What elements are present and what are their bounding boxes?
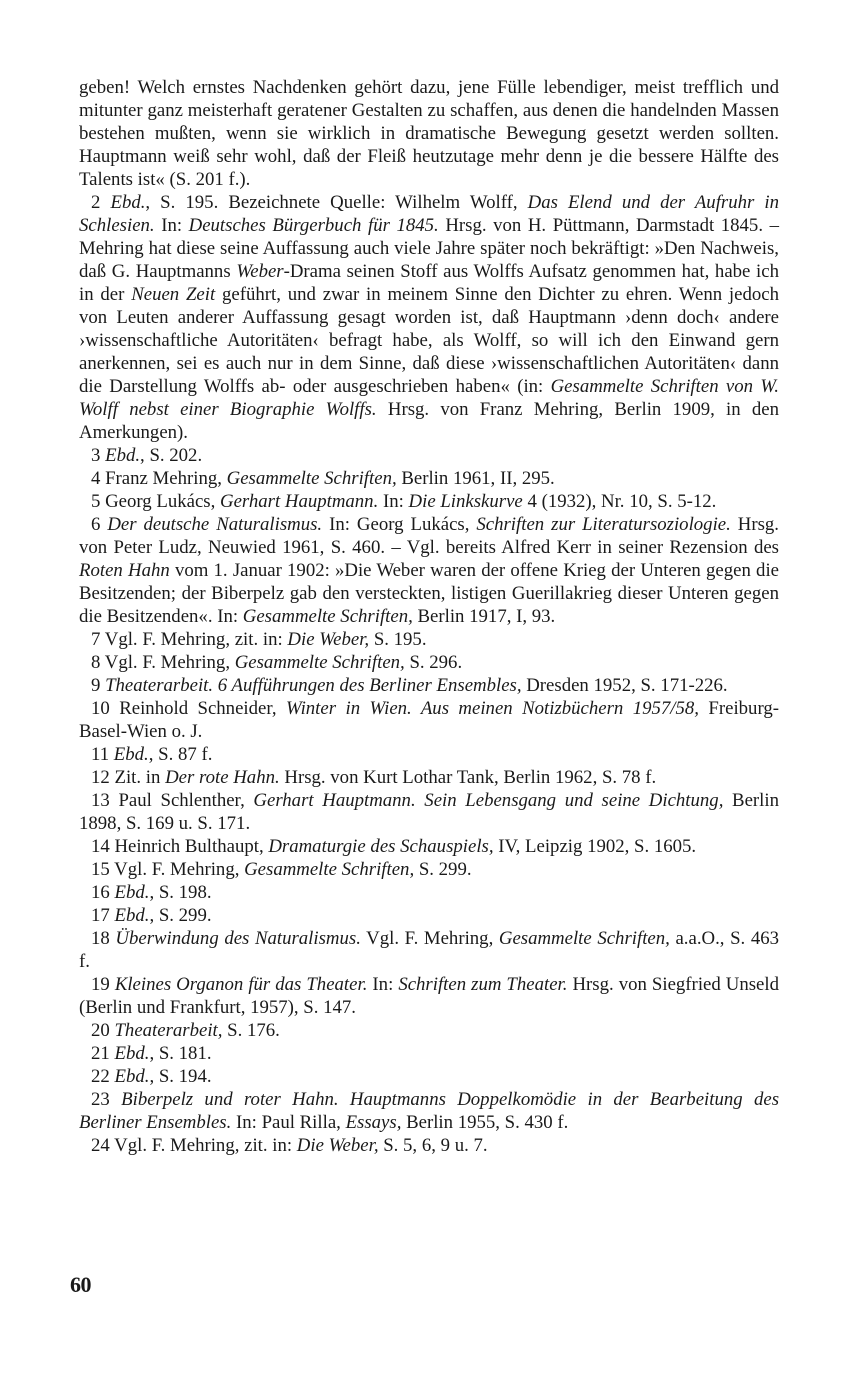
endnote-number: 10 [91,698,110,719]
endnote-text: a.a.O., S. 463 f. [79,928,780,972]
endnote-text: Hrsg. von Peter Ludz, Neuwied 1961, S. 460. – Vgl. bereits Alfred Kerr in seiner Rezension des [79,514,779,558]
endnote-19 [79,973,779,1019]
endnote-number: 16 [91,882,110,903]
endnote-title: Gesammelte Schriften, [242,606,413,627]
endnote-title: Der rote Hahn. [165,767,280,788]
endnote-9 [79,674,779,697]
endnote-number: 14 [91,836,110,857]
endnote-title: Die Weber, [287,629,370,650]
endnote-23 [79,1088,779,1134]
endnote-text: Vgl. F. Mehring, zit. in: [114,1135,297,1156]
endnote-text: , S. 181. [149,1043,212,1064]
endnote-title: Ebd. [114,882,150,903]
endnote-20 [79,1019,779,1042]
endnote-title: Ebd. [114,1066,150,1087]
endnote-text: S. 195. [369,629,427,650]
endnote-number: 19 [91,974,110,995]
endnote-title: Gesammelte Schriften, [234,652,405,673]
endnote-number: 21 [91,1043,110,1064]
endnote-title: Gesammelte Schriften, [244,859,415,880]
endnote-22 [79,1065,779,1088]
endnote-11 [79,743,779,766]
endnote-5 [79,490,779,513]
endnote-title: Winter in Wien. Aus meinen Notizbüchern 1957/58, [285,698,699,719]
endnote-text: In: Paul Rilla, [231,1112,346,1133]
endnote-text: , S. 299. [149,905,212,926]
endnote-18 [79,927,779,973]
endnote-text: Vgl. F. Mehring, [114,859,245,880]
endnote-title: Theaterarbeit. 6 Aufführungen des Berliner Ensembles, [105,675,522,696]
endnote-number: 6 [91,514,101,535]
endnote-title: Ebd. [105,445,141,466]
endnote-number: 20 [91,1020,110,1041]
endnote-title: Ebd. [113,744,149,765]
endnote-number: 7 [91,629,101,650]
endnote-number: 9 [91,675,101,696]
endnote-text: Paul Schlenther, [118,790,254,811]
endnote-14 [79,835,779,858]
endnote-text: Heinrich Bulthaupt, [114,836,269,857]
endnote-text: Vgl. F. Mehring, [104,652,235,673]
endnote-8 [79,651,779,674]
endnote-12 [79,766,779,789]
endnote-text: In: [154,215,189,236]
endnote-text: -Drama seinen Stoff aus Wolffs Aufsatz genommen hat, habe ich in der [79,261,779,305]
endnote-text: In: [367,974,399,995]
endnote-title: Die Weber, [296,1135,379,1156]
endnote-text: vom 1. Januar 1902: »Die Weber waren der offene Krieg der Unteren gegen die Besitzenden; der Biberpelz gab den versteckten, listigen Guerillakrieg dieser Unteren gegen die Besitzenden«. In: [79,560,779,627]
endnote-text: S. 296. [404,652,463,673]
endnote-17 [79,904,779,927]
endnote-text: Hrsg. von Kurt Lothar Tank, Berlin 1962, S. 78 f. [279,767,657,788]
endnote-title: Gerhart Hauptmann. [220,491,379,512]
endnote-24 [79,1134,779,1157]
endnote-10 [79,697,779,743]
endnote-text: Berlin 1917, I, 93. [412,606,556,627]
endnote-title: Schriften zum Theater. [398,974,568,995]
endnote-text: Reinhold Schneider, [119,698,286,719]
endnote-16 [79,881,779,904]
endnote-title: Ebd. [114,905,150,926]
endnote-text: Zit. in [114,767,166,788]
endnote-title: Theaterarbeit, [114,1020,223,1041]
endnote-title: Die Linkskurve [408,491,523,512]
endnote-text: Hrsg. von Franz Mehring, Berlin 1909, in den Amerkungen). [79,399,779,443]
endnote-text: S. 5, 6, 9 u. 7. [378,1135,488,1156]
endnote-text: Vgl. F. Mehring, [360,928,499,949]
endnote-number: 22 [91,1066,110,1087]
continued-note-text: geben! Welch ernstes Nachdenken gehört dazu, jene Fülle lebendiger, meist trefflich und mitunter ganz meisterhaft geratener Gestalten zu schaffen, aus denen die handelnden Massen bestehen mußten, wenn sie wirklich in dramatische Bewegung gesetzt werden sollten. Hauptmann weiß sehr wohl, daß der Fleiß heutzutage mehr denn je die bessere Hälfte des Talents ist« (S. 201 f.). [79,77,779,190]
endnote-3 [79,444,779,467]
endnote-title: Kleines Organon für das Theater. [114,974,368,995]
endnote-7 [79,628,779,651]
endnote-title: Gesammelte Schriften, [226,468,397,489]
endnote-text: Dresden 1952, S. 171-226. [521,675,728,696]
endnote-number: 2 [91,192,101,213]
endnote-title: Gesammelte Schriften von W. Wolff nebst einer Biographie Wolffs. [79,376,779,420]
endnote-text: Berlin 1955, S. 430 f. [401,1112,569,1133]
endnote-title: Gerhart Hauptmann. Sein Lebensgang und seine Dichtung, [253,790,724,811]
endnote-text: Freiburg-Basel-Wien o. J. [79,698,780,742]
endnote-15 [79,858,779,881]
endnote-6 [79,513,779,628]
endnote-title: Weber [236,261,284,282]
endnote-number: 18 [91,928,110,949]
endnote-title: Dramaturgie des Schauspiels, [268,836,494,857]
endnote-number: 3 [91,445,101,466]
endnote-text: Berlin 1961, II, 295. [396,468,555,489]
endnote-13 [79,789,779,835]
endnote-text: 4 (1932), Nr. 10, S. 5-12. [522,491,717,512]
endnote-text: In: [378,491,409,512]
endnote-number: 11 [91,744,110,765]
endnote-number: 23 [91,1089,110,1110]
endnote-number: 24 [91,1135,110,1156]
endnote-title: Überwindung des Naturalismus. [115,928,361,949]
endnote-number: 5 [91,491,101,512]
notes-list [79,191,779,1157]
endnote-number: 15 [91,859,110,880]
endnote-text: , S. 195. Bezeichnete Quelle: Wilhelm Wolff, [145,192,528,213]
endnote-number: 8 [91,652,101,673]
endnote-text: , S. 194. [149,1066,212,1087]
endnote-text: Hrsg. von H. Püttmann, Darmstadt 1845. – Mehring hat diese seine Auffassung auch viele Jahre später noch bekräftigt: »Den Nachweis, daß G. Hauptmanns [79,215,779,282]
endnote-number: 17 [91,905,110,926]
endnote-title: Schriften zur Literatursoziologie. [476,514,731,535]
endnote-text: , S. 87 f. [148,744,213,765]
endnote-text: Berlin 1898, S. 169 u. S. 171. [79,790,779,834]
endnote-title: Essays, [345,1112,402,1133]
endnote-title: Ebd. [114,1043,150,1064]
endnote-title: Biberpelz und roter Hahn. Hauptmanns Doppelkomödie in der Bearbeitung des Berliner Ensembles. [79,1089,780,1133]
endnote-text: Vgl. F. Mehring, zit. in: [104,629,288,650]
endnote-number: 4 [91,468,101,489]
endnote-title: Roten Hahn [79,560,170,581]
endnote-text: Hrsg. von Siegfried Unseld (Berlin und Frankfurt, 1957), S. 147. [79,974,779,1018]
endnote-text: , S. 198. [149,882,212,903]
endnote-2 [79,191,779,444]
endnotes-block [79,76,779,1157]
endnote-title: Das Elend und der Aufruhr in Schlesien. [79,192,779,236]
endnote-title: Der deutsche Naturalismus. [107,514,323,535]
endnote-number: 12 [91,767,110,788]
endnote-title: Neuen Zeit [131,284,216,305]
endnote-title: Gesammelte Schriften, [498,928,670,949]
endnote-text: geführt, und zwar in meinem Sinne den Dichter zu ehren. Wenn jedoch von Leuten anderer Auffassung gesagt worden ist, daß Hauptmann ›denn doch‹ andere ›wissenschaftliche Autoritäten‹ befragt habe, als Wolff, so will ich den Einwand gern anerkennen, sei es auch nur in dem Sinne, daß diese ›wissenschaftlichen Autoritäten‹ dann die Darstellung Wolffs ab- oder ausgeschrieben haben« (in: [79,284,779,397]
endnote-number: 13 [91,790,110,811]
endnote-text: S. 299. [414,859,472,880]
endnote-title: Deutsches Bürgerbuch für 1845. [188,215,439,236]
endnote-21 [79,1042,779,1065]
endnote-text: Franz Mehring, [105,468,227,489]
endnote-4 [79,467,779,490]
endnote-text: In: Georg Lukács, [322,514,477,535]
endnote-text: IV, Leipzig 1902, S. 1605. [493,836,697,857]
page-number: 60 [70,1272,91,1297]
endnote-title: Ebd. [110,192,146,213]
endnote-text: Georg Lukács, [105,491,221,512]
endnote-text: S. 176. [222,1020,280,1041]
endnote-text: , S. 202. [140,445,203,466]
